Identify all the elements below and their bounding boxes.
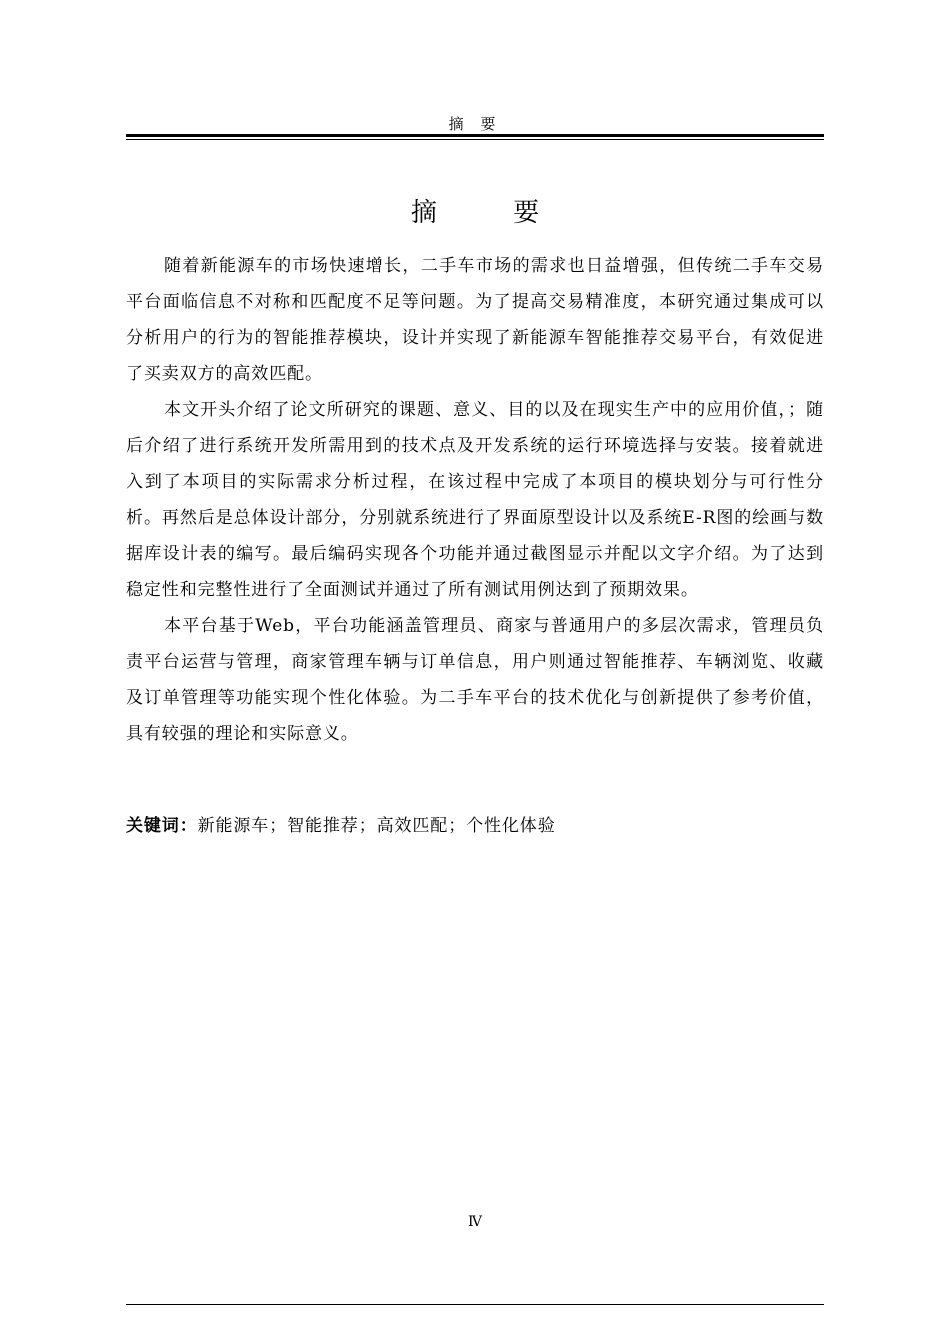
header-rule-thin: [126, 139, 824, 140]
keywords-value: 新能源车；智能推荐；高效匹配；个性化体验: [197, 816, 556, 836]
page-number: Ⅳ: [468, 1214, 482, 1230]
header-rule-thick: [126, 134, 824, 137]
page-title: 摘 要: [410, 198, 574, 229]
abstract-paragraph-2: 本文开头介绍了论文所研究的课题、意义、目的以及在现实生产中的应用价值，；随后介绍了进行系统开发所需用到的技术点及开发系统的运行环境选择与安装。接着就进入到了本项目的实际需求分析过程，在该过程中完成了本项目的模块划分与可行性分析。再然后是总体设计部分，分别就系统进行了界面原型设计以及系统E-R图的绘画与数据库设计表的编写。最后编码实现各个功能并通过截图显示并配以文字介绍。为了达到稳定性和完整性进行了全面测试并通过了所有测试用例达到了预期效果。: [126, 400, 824, 600]
keywords-label: 关键词：: [126, 816, 198, 836]
footer-rule: [126, 1304, 824, 1305]
abstract-paragraph-1: 随着新能源车的市场快速增长，二手车市场的需求也日益增强，但传统二手车交易平台面临信息不对称和匹配度不足等问题。为了提高交易精准度，本研究通过集成可以分析用户的行为的智能推荐模块，设计并实现了新能源车智能推荐交易平台，有效促进了买卖双方的高效匹配。: [126, 256, 824, 384]
abstract-body: [126, 248, 824, 752]
abstract-paragraph-3: 本平台基于Web，平台功能涵盖管理员、商家与普通用户的多层次需求，管理员负责平台运营与管理，商家管理车辆与订单信息，用户则通过智能推荐、车辆浏览、收藏及订单管理等功能实现个性化体验。为二手车平台的技术优化与创新提供了参考价值，具有较强的理论和实际意义。: [126, 616, 824, 744]
keywords-line: [126, 810, 824, 842]
running-header: 摘 要: [448, 115, 502, 133]
